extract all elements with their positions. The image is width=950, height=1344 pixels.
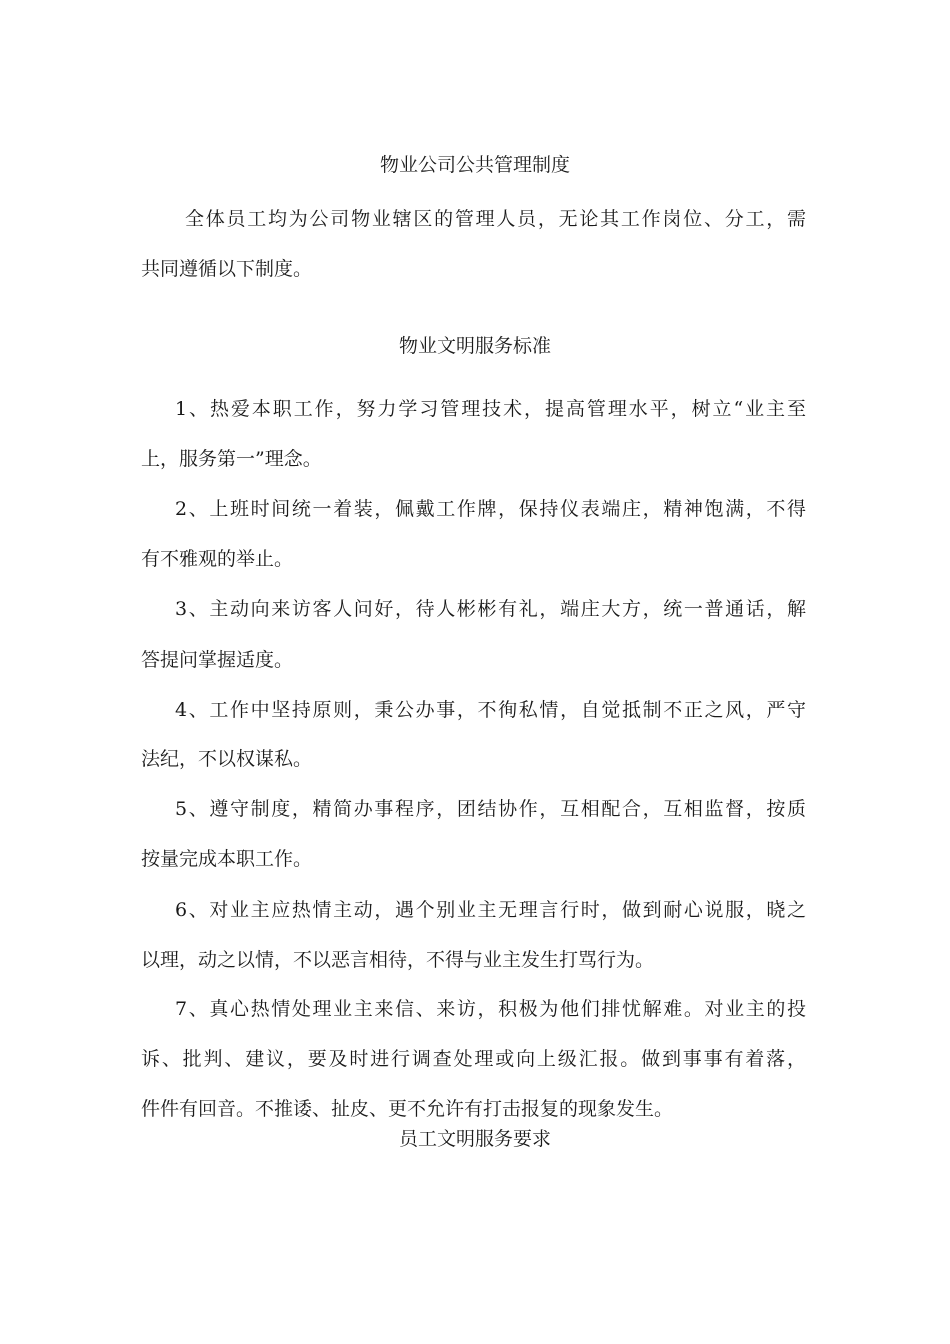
item-2-line-1: 2、上班时间统一着装，佩戴工作牌，保持仪表端庄，精神饱满，不得 xyxy=(175,498,806,520)
item-3-line-2: 答提问掌握适度。 xyxy=(141,649,294,671)
item-5-line-1: 5、遵守制度，精简办事程序，团结协作，互相配合，互相监督，按质 xyxy=(175,798,806,820)
item-4-line-1: 4、工作中坚持原则，秉公办事，不徇私情，自觉抵制不正之风，严守 xyxy=(175,699,806,721)
item-2-line-2: 有不雅观的举止。 xyxy=(141,548,294,570)
item-3-line-1: 3、主动向来访客人问好，待人彬彬有礼，端庄大方，统一普通话，解 xyxy=(175,598,806,620)
item-7-line-2: 诉、批判、建议，要及时进行调查处理或向上级汇报。做到事事有着落， xyxy=(141,1048,806,1070)
item-6-line-2: 以理，动之以情，不以恶言相待，不得与业主发生打骂行为。 xyxy=(141,949,655,971)
intro-line-2: 共同遵循以下制度。 xyxy=(141,258,313,280)
item-1-line-1: 1、热爱本职工作，努力学习管理技术，提高管理水平，树立“业主至 xyxy=(175,398,806,420)
document-title: 物业公司公共管理制度 xyxy=(379,154,570,176)
item-1-line-2: 上，服务第一”理念。 xyxy=(141,448,322,470)
section-title-standards: 物业文明服务标准 xyxy=(398,335,551,357)
item-4-line-2: 法纪，不以权谋私。 xyxy=(141,748,313,770)
item-7-line-3: 件件有回音。不推诿、扯皮、更不允许有打击报复的现象发生。 xyxy=(141,1098,674,1120)
item-5-line-2: 按量完成本职工作。 xyxy=(141,848,313,870)
section-title-requirements: 员工文明服务要求 xyxy=(398,1128,551,1150)
intro-line-1: 全体员工均为公司物业辖区的管理人员，无论其工作岗位、分工，需 xyxy=(185,208,806,230)
item-7-line-1: 7、真心热情处理业主来信、来访，积极为他们排忧解难。对业主的投 xyxy=(175,998,806,1020)
item-6-line-1: 6、对业主应热情主动，遇个别业主无理言行时，做到耐心说服，晓之 xyxy=(175,899,806,921)
